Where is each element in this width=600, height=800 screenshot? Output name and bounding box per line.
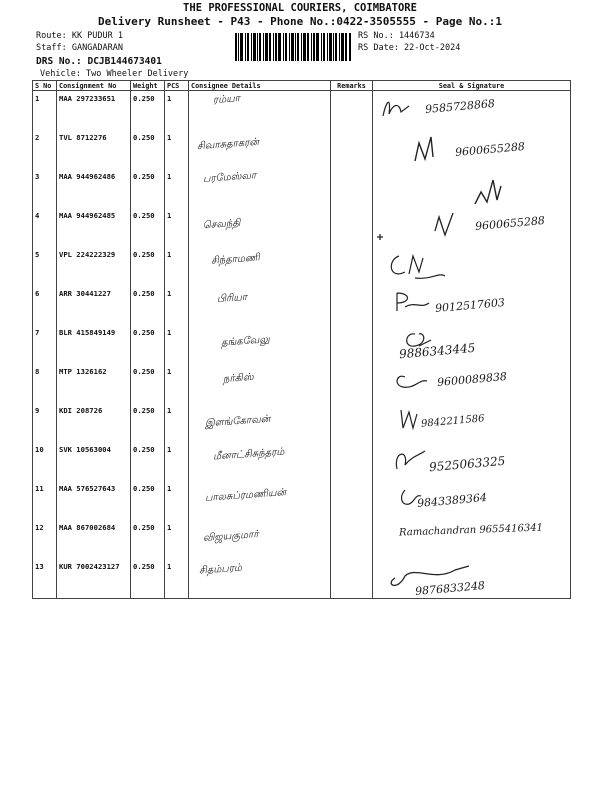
table-row (33, 520, 571, 559)
consignee-handwriting: சிதம்பரம் (198, 562, 243, 577)
cell-pcs: 1 (165, 208, 189, 247)
cell-remarks (331, 91, 373, 131)
signature-phone: 9842211586 (420, 413, 485, 430)
cell-weight: 0.250 (131, 325, 165, 364)
cell-remarks (331, 286, 373, 325)
table-row (33, 325, 571, 364)
cell-consignee (189, 130, 331, 169)
cell-sno: 11 (33, 481, 57, 520)
cell-pcs: 1 (165, 481, 189, 520)
cell-remarks (331, 169, 373, 208)
table-row (33, 481, 571, 520)
cell-signature (373, 91, 571, 131)
cell-consignee (189, 169, 331, 208)
drs-number: DRS No.: DCJB144673401 (36, 56, 162, 67)
cell-remarks (331, 325, 373, 364)
cell-sno: 13 (33, 559, 57, 599)
signature-phone: 9886343445 (398, 340, 476, 362)
cell-consignee (189, 442, 331, 481)
table-row (33, 208, 571, 247)
cell-pcs: 1 (165, 403, 189, 442)
cell-signature (373, 130, 571, 169)
signature-phone: 9600089838 (436, 369, 508, 390)
cell-consignment: MAA 576527643 (57, 481, 131, 520)
cell-consignee (189, 325, 331, 364)
signature-phone: 9012517603 (434, 295, 506, 316)
cell-signature (373, 208, 571, 247)
signature-phone: 9525063325 (428, 453, 506, 475)
signature-scribble (375, 367, 435, 397)
cell-sno: 4 (33, 208, 57, 247)
cell-weight: 0.250 (131, 403, 165, 442)
cell-consignment: ARR 30441227 (57, 286, 131, 325)
signature-scribble (375, 445, 435, 475)
staff-name: GANGADARAN (71, 43, 124, 53)
cell-signature (373, 286, 571, 325)
col-header-remarks: Remarks (331, 81, 373, 91)
cell-weight: 0.250 (131, 169, 165, 208)
cell-sno: 8 (33, 364, 57, 403)
cell-consignee (189, 520, 331, 559)
consignee-handwriting: இளங்கோவன் (204, 413, 271, 430)
cell-remarks (331, 559, 373, 599)
cell-weight: 0.250 (131, 481, 165, 520)
cell-consignee (189, 91, 331, 131)
table-row (33, 286, 571, 325)
cell-weight: 0.250 (131, 247, 165, 286)
cell-signature (373, 364, 571, 403)
table-row (33, 130, 571, 169)
consignee-handwriting: விஜயகுமார் (202, 529, 259, 544)
col-header-weight: Weight (131, 81, 165, 91)
cell-remarks (331, 364, 373, 403)
cell-consignee (189, 208, 331, 247)
cell-remarks (331, 442, 373, 481)
cell-weight: 0.250 (131, 91, 165, 131)
rs-date: RS Date: 22-Oct-2024 (358, 43, 461, 53)
cell-weight: 0.250 (131, 520, 165, 559)
table-body (33, 91, 571, 599)
col-header-consignment: Consignment No (57, 81, 131, 91)
cell-signature (373, 559, 571, 599)
table-row (33, 247, 571, 286)
consignee-handwriting: சிவாசுதாகரன் (196, 136, 260, 153)
staff-label: Staff: (36, 43, 67, 53)
cell-consignment: MAA 867002684 (57, 520, 131, 559)
cell-consignment: MAA 944962486 (57, 169, 131, 208)
company-title: THE PROFESSIONAL COURIERS, COIMBATORE (183, 2, 417, 14)
signature-phone: 9843389364 (416, 490, 488, 511)
col-header-pcs: PCS (165, 81, 189, 91)
cell-signature (373, 442, 571, 481)
signature-scribble (375, 289, 435, 319)
cell-sno: 7 (33, 325, 57, 364)
cell-consignee (189, 286, 331, 325)
cell-consignment: MAA 944962485 (57, 208, 131, 247)
consignee-handwriting: தங்கவேலு (220, 334, 270, 349)
consignee-handwriting: மீனாட்சிசுந்தரம் (212, 446, 285, 463)
table-row (33, 559, 571, 599)
cell-remarks (331, 208, 373, 247)
cell-signature (373, 520, 571, 559)
cell-remarks (331, 130, 373, 169)
table-header-row (33, 81, 571, 91)
cell-sno: 12 (33, 520, 57, 559)
cell-pcs: 1 (165, 364, 189, 403)
consignee-handwriting: ரம்யா (212, 93, 241, 106)
cell-consignment: VPL 224222329 (57, 247, 131, 286)
signature-phone: 9600655288 (454, 139, 526, 160)
cell-pcs: 1 (165, 130, 189, 169)
cell-weight: 0.250 (131, 364, 165, 403)
cell-sno: 9 (33, 403, 57, 442)
cell-weight: 0.250 (131, 286, 165, 325)
cell-remarks (331, 481, 373, 520)
cell-consignee (189, 403, 331, 442)
cell-sno: 5 (33, 247, 57, 286)
col-header-sno: S No (33, 81, 57, 91)
cell-consignment: KUR 7002423127 (57, 559, 131, 599)
signature-scribble (375, 172, 573, 206)
consignee-handwriting: நர்கிஸ் (222, 371, 254, 386)
staff-line (36, 43, 123, 53)
consignee-handwriting: சிந்தாமணி (210, 252, 261, 267)
cell-pcs: 1 (165, 286, 189, 325)
col-header-signature: Seal & Signature (373, 81, 571, 91)
table-row (33, 91, 571, 131)
cell-pcs: 1 (165, 325, 189, 364)
signature-scribble (375, 250, 465, 284)
cell-weight: 0.250 (131, 208, 165, 247)
table-row (33, 442, 571, 481)
cell-sno: 10 (33, 442, 57, 481)
cell-consignment: TVL 8712276 (57, 130, 131, 169)
consignee-handwriting: பரமேஸ்வா (202, 170, 257, 185)
runsheet-title: Delivery Runsheet - P43 - Phone No.:0422-3505555 - Page No.:1 (98, 15, 502, 28)
cell-consignment: MAA 297233651 (57, 91, 131, 131)
cell-consignee (189, 559, 331, 599)
signature-name-phone: Ramachandran 9655416341 (398, 522, 544, 539)
cell-remarks (331, 403, 373, 442)
cell-consignee (189, 247, 331, 286)
cell-remarks (331, 520, 373, 559)
cell-signature (373, 169, 571, 208)
barcode (234, 33, 352, 61)
table-row (33, 364, 571, 403)
cell-pcs: 1 (165, 169, 189, 208)
table-row (33, 403, 571, 442)
table-row (33, 169, 571, 208)
consignee-handwriting: பாலசுப்ரமணியன் (204, 487, 287, 504)
cell-consignee (189, 364, 331, 403)
vehicle-text: Vehicle: Two Wheeler Delivery (40, 69, 189, 79)
consignee-handwriting: செவந்தி (202, 217, 241, 232)
signature-phone: 9600655288 (474, 213, 546, 234)
cell-pcs: 1 (165, 559, 189, 599)
cell-consignment: SVK 10563004 (57, 442, 131, 481)
cell-consignment: KDI 208726 (57, 403, 131, 442)
signature-phone: 9585728868 (424, 96, 496, 117)
col-header-consignee: Consignee Details (189, 81, 331, 91)
cell-sno: 3 (33, 169, 57, 208)
cell-sno: 6 (33, 286, 57, 325)
cell-signature (373, 403, 571, 442)
cell-weight: 0.250 (131, 130, 165, 169)
cell-consignment: BLR 415849149 (57, 325, 131, 364)
rs-number: RS No.: 1446734 (358, 31, 435, 41)
cell-pcs: 1 (165, 91, 189, 131)
consignee-handwriting: பிரியா (216, 291, 248, 306)
cell-pcs: 1 (165, 520, 189, 559)
signature-phone: 9876833248 (414, 578, 486, 599)
route-text: Route: KK PUDUR 1 (36, 31, 123, 41)
signature-scribble (375, 133, 455, 165)
cell-signature (373, 481, 571, 520)
runsheet-table (32, 80, 571, 599)
cell-signature (373, 247, 571, 286)
cell-pcs: 1 (165, 442, 189, 481)
cell-signature (373, 325, 571, 364)
cell-consignee (189, 481, 331, 520)
cell-pcs: 1 (165, 247, 189, 286)
cell-weight: 0.250 (131, 442, 165, 481)
cell-consignment: MTP 1326162 (57, 364, 131, 403)
cell-remarks (331, 247, 373, 286)
cell-sno: 2 (33, 130, 57, 169)
cell-weight: 0.250 (131, 559, 165, 599)
cell-sno: 1 (33, 91, 57, 131)
